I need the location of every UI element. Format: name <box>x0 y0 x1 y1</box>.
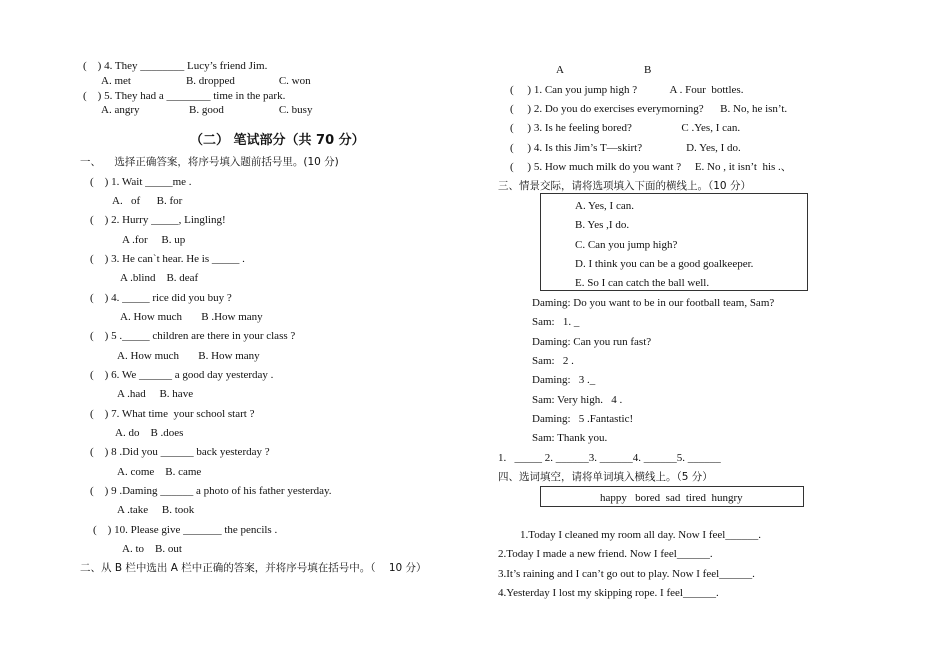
s1-question-4: ( ) 4. _____ rice did you buy ? <box>90 292 232 304</box>
dialogue-line-8: Sam: Thank you. <box>532 432 608 444</box>
dialogue-line-4: Sam: 2 . <box>532 355 574 367</box>
dialogue-line-2: Sam: 1. _ <box>532 316 580 328</box>
dialogue-line-3: Daming: Can you run fast? <box>532 336 652 348</box>
match-row-4: ( ) 4. Is this Jim’s T—skirt? D. Yes, I do. <box>510 142 741 154</box>
match-row-3: ( ) 3. Is he feeling bored? C .Yes, I can. <box>510 122 741 134</box>
s1-question-2: ( ) 2. Hurry _____, Lingling! <box>90 214 226 226</box>
column-b-header: B <box>644 64 652 76</box>
section-3-title: 三、情景交际，请将选项填入下面的横线上。（10 分） <box>498 180 751 192</box>
written-part-title: （二） 笔试部分（共 70 分） <box>190 133 365 148</box>
section-4-title: 四、选词填空，请将单词填入横线上。（5 分） <box>498 471 713 483</box>
prev-question-5: ( ) 5. They had a ________ time in the park. <box>83 90 286 102</box>
section-1-title: 一、 选择正确答案，将序号填入题前括号里。(10 分) <box>80 156 339 168</box>
fill-sentence-1: 1.Today I cleaned my room all day. Now I feel______. <box>520 529 762 541</box>
option-b: B. Yes ,I do. <box>575 219 630 231</box>
dialogue-line-6: Sam: Very high. 4 . <box>532 394 623 406</box>
section-2-title: 二、从 B 栏中选出 A 栏中正确的答案，并将序号填在括号中。（ 10 分） <box>80 562 427 574</box>
s1-options-1: A. of B. for <box>112 195 183 207</box>
prev-question-4-options: A. met B. dropped C. won <box>101 75 311 87</box>
dialogue-line-1: Daming: Do you want to be in our football team, Sam? <box>532 297 775 309</box>
s1-question-3: ( ) 3. He can`t hear. He is _____ . <box>90 253 245 265</box>
dialogue-line-7: Daming: 5 .Fantastic! <box>532 413 634 425</box>
s1-question-10: ( ) 10. Please give _______ the pencils . <box>93 524 278 536</box>
prev-question-5-options: A. angry B. good C. busy <box>101 104 313 116</box>
s1-question-1: ( ) 1. Wait _____me . <box>90 176 192 188</box>
s1-question-7: ( ) 7. What time your school start ? <box>90 408 255 420</box>
s1-question-8: ( ) 8 .Did you ______ back yesterday ? <box>90 446 270 458</box>
match-row-1: ( ) 1. Can you jump high ? A . Four bottles. <box>510 84 744 96</box>
s1-options-8: A. come B. came <box>117 466 202 478</box>
s1-question-6: ( ) 6. We ______ a good day yesterday . <box>90 369 274 381</box>
s1-options-7: A. do B .does <box>115 427 184 439</box>
match-row-2: ( ) 2. Do you do exercises everymorning? B. No, he isn’t. <box>510 103 788 115</box>
s1-options-3: A .blind B. deaf <box>120 272 199 284</box>
s1-options-5: A. How much B. How many <box>117 350 260 362</box>
fill-sentence-2: 2.Today I made a new friend. Now I feel______. <box>498 548 713 560</box>
option-c: C. Can you jump high? <box>575 239 678 251</box>
option-a: A. Yes, I can. <box>575 200 634 212</box>
dialogue-line-5: Daming: 3 ._ <box>532 374 596 386</box>
s1-options-9: A .take B. took <box>117 504 195 516</box>
fill-sentence-3: 3.It’s raining and I can’t go out to play. Now I feel______. <box>498 568 755 580</box>
fill-sentence-4: 4.Yesterday I lost my skipping rope. I feel______. <box>498 587 719 599</box>
s1-question-9: ( ) 9 .Daming ______ a photo of his father yesterday. <box>90 485 332 497</box>
s1-options-10: A. to B. out <box>122 543 182 555</box>
column-a-header: A <box>556 64 564 76</box>
s1-question-5: ( ) 5 ._____ children are there in your class ? <box>90 330 296 342</box>
s1-options-6: A .had B. have <box>117 388 194 400</box>
s1-options-4: A. How much B .How many <box>120 311 263 323</box>
option-d: D. I think you can be a good goalkeeper. <box>575 258 754 270</box>
s1-options-2: A .for B. up <box>122 234 186 246</box>
prev-question-4: ( ) 4. They ________ Lucy’s friend Jim. <box>83 60 268 72</box>
option-e: E. So I can catch the ball well. <box>575 277 710 289</box>
match-row-5: ( ) 5. How much milk do you want ? E. No , it isn’t his .、 <box>510 161 792 173</box>
answer-blanks: 1. _____ 2. ______3. ______4. ______5. ______ <box>498 452 721 464</box>
word-bank: happy bored sad tired hungry <box>600 492 743 504</box>
